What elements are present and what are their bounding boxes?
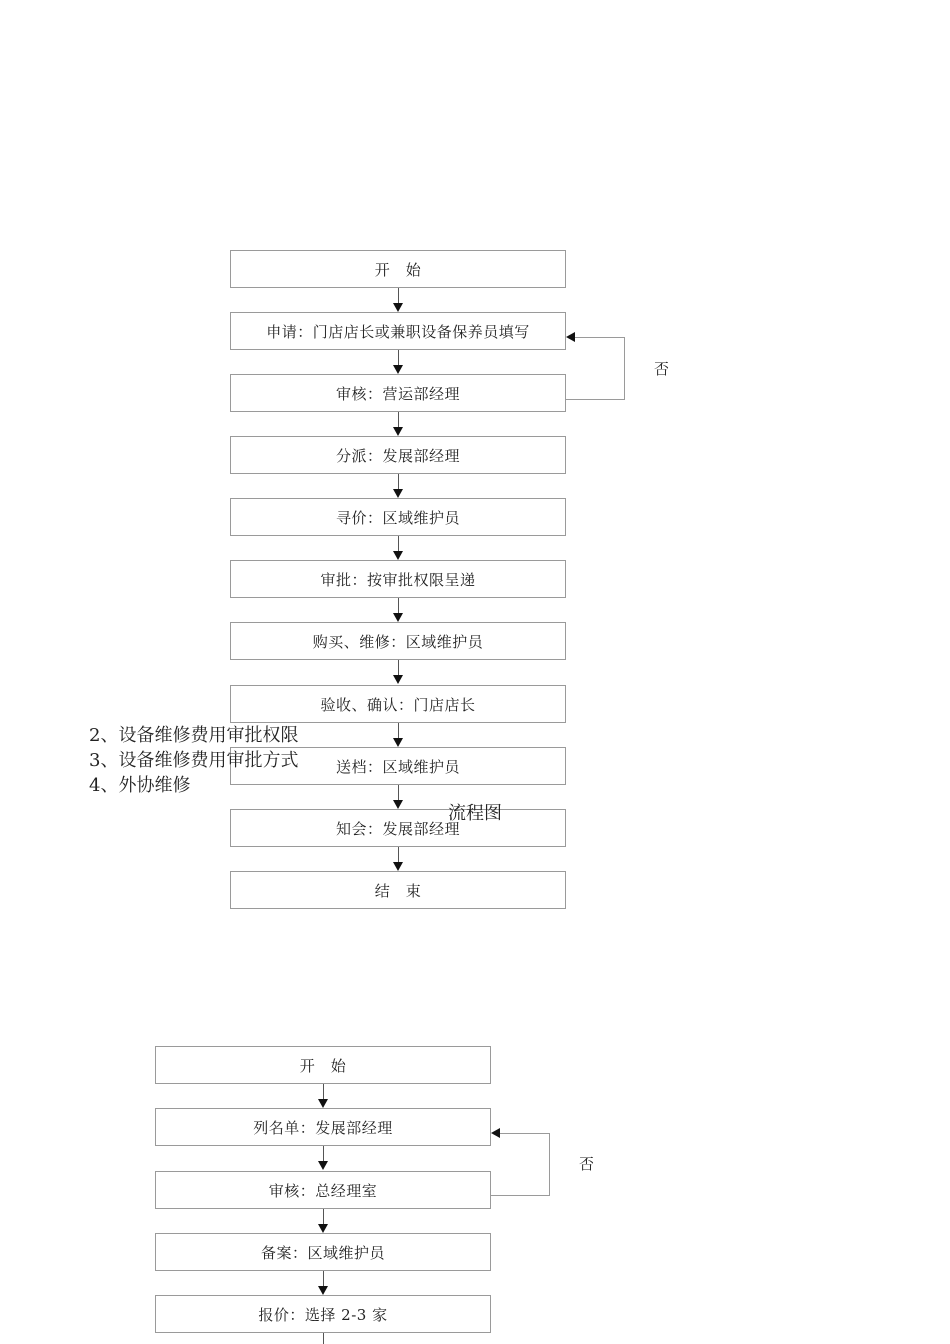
connector (398, 660, 399, 676)
connector (398, 598, 399, 614)
flow1-step-assign (230, 436, 566, 474)
arrow-down-icon (393, 800, 403, 809)
connector (323, 1333, 324, 1344)
loop-line (549, 1133, 550, 1196)
flow2-step-label: 列名单：发展部经理 (253, 1118, 393, 1137)
flow1-step-review (230, 374, 566, 412)
arrow-down-icon (318, 1224, 328, 1233)
loop-line (575, 337, 625, 338)
flow1-step-label: 寻价：区域维护员 (335, 508, 460, 527)
loop-line (491, 1195, 550, 1196)
flow1-step-approve (230, 560, 566, 598)
flow2-step-label: 开 始 (299, 1056, 347, 1075)
connector (398, 536, 399, 552)
loop-line (500, 1133, 550, 1134)
flow1-step-label: 结 束 (374, 881, 422, 900)
flow1-step-label: 知会：发展部经理 (335, 819, 460, 838)
loop-label-no: 否 (654, 360, 670, 378)
arrow-left-icon (491, 1128, 500, 1138)
flow1-step-label: 审批：按审批权限呈递 (320, 570, 476, 589)
list-item: 2、设备维修费用审批权限 (89, 725, 299, 746)
connector (398, 350, 399, 366)
connector (398, 474, 399, 490)
arrow-down-icon (393, 365, 403, 374)
arrow-down-icon (318, 1099, 328, 1108)
flow1-step-label: 开 始 (374, 260, 422, 279)
flow2-step-label: 审核：总经理室 (268, 1181, 378, 1200)
connector (398, 723, 399, 739)
loop-line (566, 399, 625, 400)
connector (398, 785, 399, 801)
section-list (89, 723, 298, 798)
flow2-step-list (155, 1108, 491, 1146)
flow2-step-record (155, 1233, 491, 1271)
flow1-step-inquiry (230, 498, 566, 536)
flow1-step-notify (230, 809, 566, 847)
flow1-step-start (230, 250, 566, 288)
connector (398, 412, 399, 428)
flow1-step-label: 申请：门店店长或兼职设备保养员填写 (266, 322, 530, 341)
arrow-down-icon (393, 551, 403, 560)
flow2-step-review (155, 1171, 491, 1209)
flow1-step-label: 分派：发展部经理 (335, 446, 460, 465)
connector (323, 1084, 324, 1100)
arrow-down-icon (393, 862, 403, 871)
connector (323, 1271, 324, 1287)
flow2-step-start (155, 1046, 491, 1084)
arrow-down-icon (393, 303, 403, 312)
flow1-step-purchase (230, 622, 566, 660)
arrow-down-icon (393, 613, 403, 622)
arrow-down-icon (393, 738, 403, 747)
list-item: 4、外协维修 (89, 775, 191, 796)
loop-label-no: 否 (579, 1155, 595, 1173)
flow2-step-label: 报价：选择 2-3 家 (258, 1305, 388, 1324)
arrow-down-icon (318, 1161, 328, 1170)
connector (323, 1209, 324, 1225)
flow1-step-label: 审核：营运部经理 (335, 384, 460, 403)
flow1-step-label: 验收、确认：门店店长 (320, 695, 476, 714)
flow1-step-label: 购买、维修：区域维护员 (312, 632, 484, 651)
arrow-down-icon (318, 1286, 328, 1295)
list-item: 3、设备维修费用审批方式 (89, 750, 299, 771)
flow1-step-apply (230, 312, 566, 350)
connector (398, 288, 399, 304)
arrow-left-icon (566, 332, 575, 342)
loop-line (624, 337, 625, 400)
connector (323, 1146, 324, 1162)
flow1-step-label: 送档：区域维护员 (335, 757, 460, 776)
arrow-down-icon (393, 427, 403, 436)
arrow-down-icon (393, 489, 403, 498)
connector (398, 847, 399, 863)
flowchart-caption: 流程图 (448, 803, 502, 824)
flow1-step-end (230, 871, 566, 909)
arrow-down-icon (393, 675, 403, 684)
flow2-step-label: 备案：区域维护员 (260, 1243, 385, 1262)
flow1-step-accept (230, 685, 566, 723)
flow2-step-quote (155, 1295, 491, 1333)
